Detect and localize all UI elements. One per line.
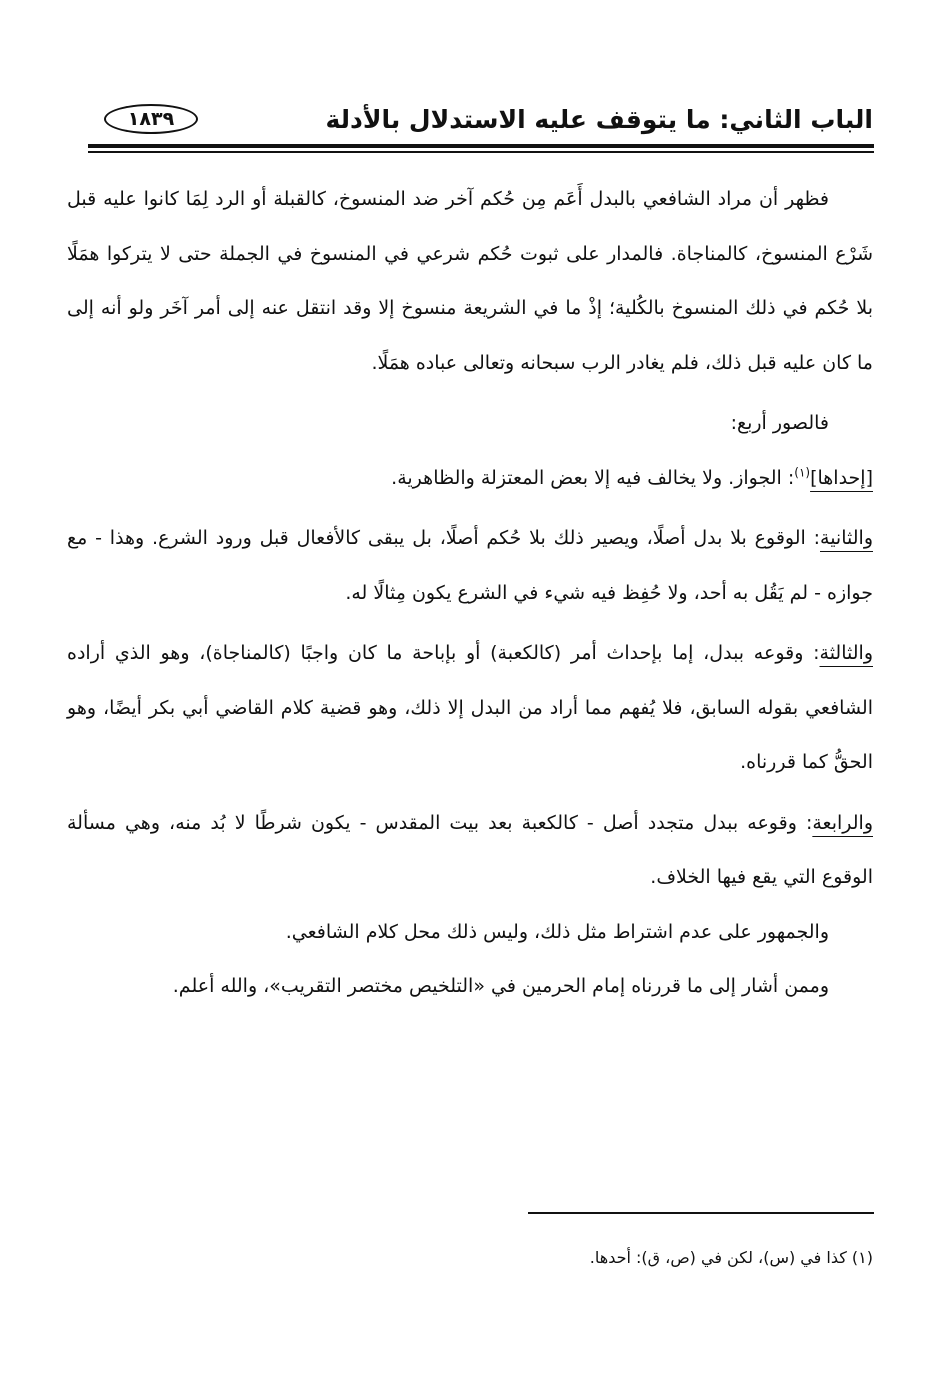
case-label-fourth: والرابعة xyxy=(812,811,873,834)
header-rule-thin xyxy=(88,151,874,153)
paragraph-majority: والجمهور على عدم اشتراط مثل ذلك، وليس ذلك محل كلام الشافعي. xyxy=(285,920,829,943)
case-label-first: [إحداها] xyxy=(810,466,873,489)
paragraph-case-second xyxy=(67,511,873,620)
paragraph-case-fourth xyxy=(67,796,873,905)
page-number-badge: ١٨٣٩ xyxy=(104,104,198,134)
running-header-title: الباب الثاني: ما يتوقف عليه الاستدلال بالأدلة xyxy=(325,105,873,134)
header-rule-thick xyxy=(88,144,874,148)
main-text xyxy=(67,172,873,1014)
paragraph-case-third xyxy=(67,626,873,790)
footnote-reference[interactable]: (١) xyxy=(794,465,811,480)
case-text-third: : وقوعه ببدل، إما بإحداث أمر (كالكعبة) أو بإباحة ما كان واجبًا (كالمناجاة)، وهو الذي أراده الشافعي بقوله السابق، فلا يُفهم مما أراد من البدل إلا ذلك، وهو قضية كلام القاضي أبي بكر أيضًا، وهو الحقُّ كما قررناه. xyxy=(67,642,873,773)
case-label-second: والثانية xyxy=(820,527,873,549)
footnote-separator xyxy=(528,1212,874,1214)
case-text-first: : الجواز. ولا يخالف فيه إلا بعض المعتزلة والظاهرية. xyxy=(391,466,795,489)
case-text-fourth: : وقوعه ببدل متجدد أصل - كالكعبة بعد بيت المقدس - يكون شرطًا لا بُد منه، وهي مسألة الوقوع التي يقع فيها الخلاف. xyxy=(67,811,873,888)
paragraph-closing: وممن أشار إلى ما قررناه إمام الحرمين في «التلخيص مختصر التقريب»، والله أعلم. xyxy=(172,975,829,997)
case-label-third: والثالثة xyxy=(819,642,873,664)
paragraph-case-first xyxy=(67,451,873,506)
paragraph-cases-heading: فالصور أربع: xyxy=(730,412,829,434)
case-text-second: : الوقوع بلا بدل أصلًا، ويصير ذلك بلا حُكم أصلًا، بل يبقى كالأفعال قبل ورود الشرع. وهذا - مع جوازه - لم يَقُل به أحد، ولا حُفِظ فيه شيء في الشرع يكون مِثالًا له. xyxy=(67,527,873,604)
paragraph-intro: فظهر أن مراد الشافعي بالبدل أَعَم مِن حُكم آخر ضد المنسوخ، كالقبلة أو الرد لِمَا كانوا عليه قبل شَرْع المنسوخ، كالمناجاة. فالمدار على ثبوت حُكم شرعي في المنسوخ في الجملة حتى لا يتركوا همَلًا بلا حُكم في ذلك المنسوخ بالكُلية؛ إذْ ما في الشريعة منسوخ إلا وقد انتقل عنه إلى أمر آخَر ولو أنه إلى ما كان عليه قبل ذلك، فلم يغادر الرب سبحانه وتعالى عباده همَلًا. xyxy=(67,188,873,374)
footnote-text: (١) كذا في (س)، لكن في (ص، ق): أحدها. xyxy=(589,1248,873,1267)
